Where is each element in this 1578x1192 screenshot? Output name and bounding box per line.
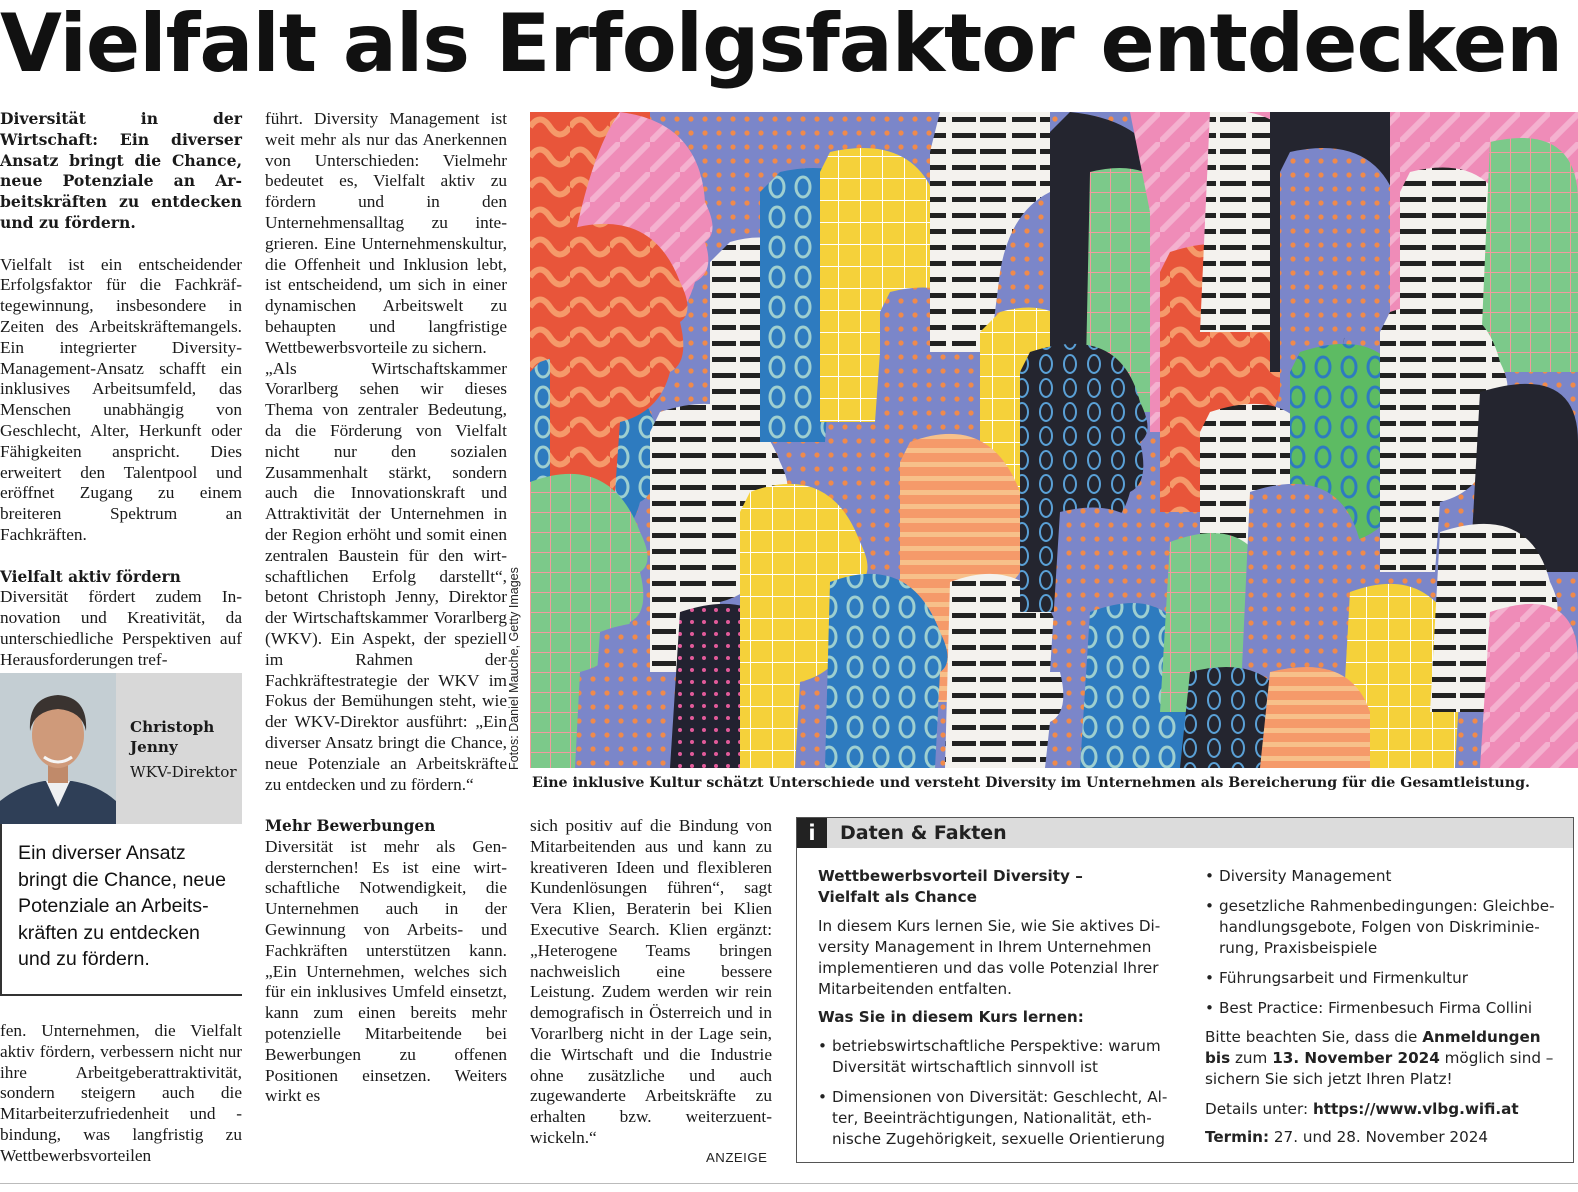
portrait-role: WKV-Direktor [130, 763, 237, 781]
course-title-line-2: Vielfalt als Chance [818, 887, 977, 906]
registration-deadline: 13. November 2024 [1272, 1049, 1440, 1068]
list-item: • betriebswirtschaftliche Perspektive: warum Diversität wirtschaftlich sinnvoll ist [818, 1036, 1168, 1078]
termin-label: Termin: [1205, 1128, 1270, 1147]
article-paragraph: Diversität ist mehr als Gendersternchen! Es ist eine wirtschaftliche Notwendigkeit, die Unternehmen auch in der Gewinnung von Arbeits- und Fachkräften unterstützen kann. „Ein Unternehmen, welches sich für ein inklusives Umfeld einsetzt, kann zum einen bereits mehr potenzielle Mitarbeitende bei Bewerbungen zu offenen Positionen einsetzen. Weiters wirkt es [265, 836, 507, 1106]
note-text: möglich sind – sichern Sie sich jetzt Ihren Platz! [1205, 1049, 1554, 1089]
list-item: • Diversity Management [1205, 866, 1562, 887]
info-icon: i [797, 818, 827, 848]
list-item: • Best Practice: Firmenbesuch Firma Collini [1205, 998, 1562, 1019]
course-title-line-1: Wettbewerbsvorteil Diversity – [818, 867, 1083, 885]
illustration-diverse-silhouettes [530, 112, 1578, 768]
article-paragraph: führt. Diversity Management ist weit mehr als nur das Anerkennen von Unterschieden: Vielmehr bedeutet es, Vielfalt aktiv zu fördern und in den Unternehmensalltag zu integrieren. Eine Unternehmenskultur, die Offenheit und Inklusion lebt, ist entscheidend, um sich in einer dynamischen Arbeitswelt zu behaupten und langfristige Wettbewerbsvorteile zu sichern. [265, 109, 507, 357]
details-link[interactable]: https://www.vlbg.wifi.at [1312, 1100, 1519, 1119]
photo-credit: Fotos: Daniel Mauche, Getty Images [507, 567, 521, 770]
article-paragraph: sich positiv auf die Bindung von Mitarbeitenden aus und kann zu kreativeren Ideen und flexibleren Kundenlösungen führen“, sagt Vera Klien, Beraterin bei Klien Executive Search. Klien ergänzt: „Heterogene Teams bringen nachweislich eine bessere Leistung. Zudem werden wir rein demografisch in Österreich und in Vorarlberg nicht in der Lage sein, die Wirtschaft und die Industrie ohne zusätzliche und auch zugewanderte Arbeitskräfte zu erhalten bzw. weiterzuentwickeln.“ [530, 816, 772, 1147]
facts-title: Daten & Fakten [840, 822, 1007, 844]
headline: Vielfalt als Erfolgsfaktor entdecken [0, 0, 1563, 90]
learn-heading: Was Sie in diesem Kurs lernen: [818, 1008, 1084, 1027]
termin-value: 27. und 28. November 2024 [1269, 1128, 1489, 1147]
note-highlight: Anmeldungen bis [1205, 1028, 1541, 1068]
facts-column-left [818, 866, 1168, 1159]
person-photo-icon [0, 673, 116, 824]
article-paragraph: Diversität fördert zudem Innovation und Kreativität, da unterschiedliche Perspektiven auf Herausforderungen tref- [0, 587, 242, 669]
ad-label: ANZEIGE [706, 1150, 768, 1165]
termin-line [1205, 1127, 1562, 1148]
article-column-3 [530, 816, 772, 1149]
facts-column-right [1205, 866, 1562, 1148]
list-item: • Dimensionen von Diversität: Geschlecht, Alter, Beeinträchtigungen, Nationalität, ethnische Zugehörigkeit, sexuelle Orientierung [818, 1087, 1168, 1150]
details-label: Details unter: [1205, 1100, 1313, 1119]
course-title [818, 866, 1168, 908]
silhouettes-image [530, 112, 1578, 768]
bottom-rule [0, 1183, 1578, 1184]
article-paragraph: „Als Wirtschaftskammer Vorarlberg sehen wir dieses Thema von zentraler Bedeutung, da die Förderung von Vielfalt nicht nur den sozialen Zusammenhalt stärkt, sondern auch die Innovationskraft und Attraktivität der Unternehmen in der Region erhöht und somit einen zentralen Baustein für den wirtschaftlichen Erfolg darstellt“, betont Christoph Jenny, Direktor der Wirtschaftskammer Vorarlberg (WKV). Ein Aspekt, der speziell im Rahmen der Fachkräftestrategie der WKV im Fokus der Bemühungen steht, wie der WKV-Direktor ausführt: „Ein diverser Ansatz bringt die Chance, neue Potenziale an Arbeitskräfte zu entdecken und zu fördern.“ [265, 358, 507, 794]
subheading-vielfalt-aktiv: Vielfalt aktiv fördern [0, 567, 181, 586]
note-text: zum [1230, 1049, 1273, 1068]
article-lead: Diversität in der Wirtschaft: Ein diverser Ansatz bringt die Chance, neue Potenziale an Arbeitskräften zu entdecken und zu fördern. [0, 109, 242, 232]
list-item: • gesetzliche Rahmenbedingungen: Gleichbehandlungsgebote, Folgen von Diskriminierung, Praxisbeispiele [1205, 896, 1562, 959]
registration-note [1205, 1027, 1562, 1090]
details-line [1205, 1099, 1562, 1120]
course-intro: In diesem Kurs lernen Sie, wie Sie aktives Diversity Management in Ihrem Unternehmen implementieren und das volle Potenzial Ihrer Mitarbeitenden entfalten. [818, 916, 1161, 998]
article-paragraph: Vielfalt ist ein entscheidender Erfolgsfaktor für die Fachkräftegewinnung, insbesondere in Zeiten des Arbeitskräftemangels. Ein integrierter Diversity-Management-Ansatz schafft ein inklusives Arbeitsumfeld, das Menschen unabhängig von Geschlecht, Alter, Herkunft oder Fähigkeiten anspricht. Dies erweitert den Talentpool und eröffnet Zugang zu einem breiteren Spektrum an Fachkräften. [0, 254, 242, 544]
list-item: • Führungsarbeit und Firmenkultur [1205, 968, 1562, 989]
image-caption: Eine inklusive Kultur schätzt Unterschiede und versteht Diversity im Unternehmen als Bereicherung für die Gesamtleistung. [532, 775, 1530, 791]
article-column-2 [265, 109, 507, 1107]
note-text: Bitte beachten Sie, dass die [1205, 1028, 1423, 1047]
pull-quote: Ein diverser Ansatz bringt die Chance, neue Potenziale an Arbeitskräften zu entdecken und zu fördern. [18, 842, 227, 970]
subheading-mehr-bewerbungen: Mehr Bewerbungen [265, 817, 436, 836]
article-paragraph: fen. Unternehmen, die Vielfalt aktiv fördern, verbessern nicht nur ihre Arbeitgeberattraktivität, sondern steigern auch die Mitarbeiterzufriedenheit und -bindung, was langfristig zu Wettbewerbsvorteilen [0, 1021, 242, 1165]
portrait-name: Christoph Jenny [130, 718, 215, 756]
portrait-photo [0, 673, 116, 824]
article-column-1-continued [0, 1021, 242, 1167]
learn-list-left [818, 1036, 1168, 1150]
learn-list-right [1205, 866, 1562, 1018]
article-column-1 [0, 109, 242, 671]
